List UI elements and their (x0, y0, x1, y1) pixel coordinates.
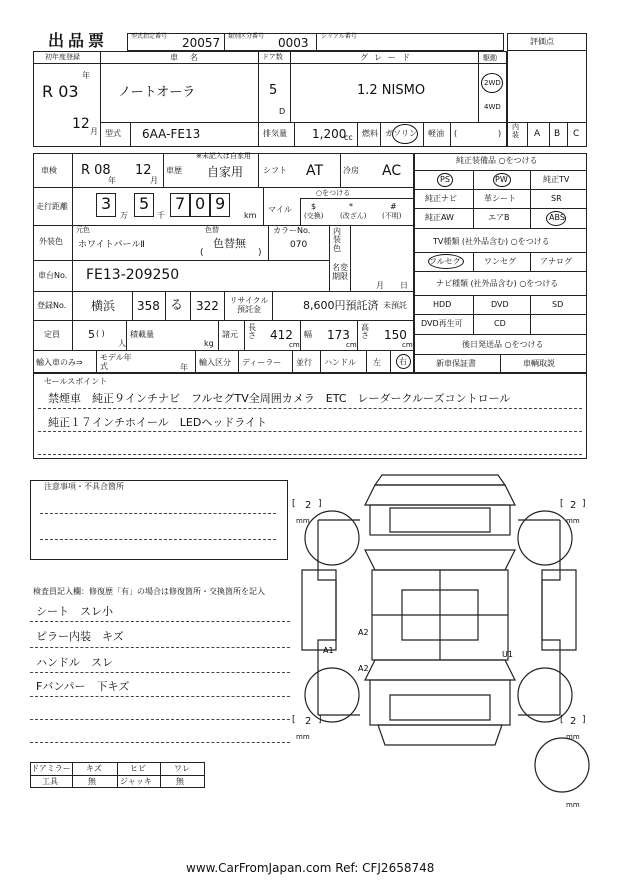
navi-dvd-play: DVD再生可 (421, 319, 463, 328)
mileage-digit-5: 9 (215, 194, 226, 213)
drive-2wd: 2WD (484, 79, 501, 87)
displacement-value: 1,200 (312, 127, 347, 141)
model-code-label: 型式 (105, 129, 121, 138)
mileage-man-unit: 万 (120, 211, 128, 220)
model-year-unit: 年 (180, 363, 188, 372)
legend-v-4: 無 (176, 777, 184, 786)
import-label: 輸入車のみ⇒ (36, 358, 83, 367)
interior-b: B (554, 129, 561, 139)
mileage-digit-2: 5 (139, 194, 150, 213)
drive-label: 駆動 (483, 54, 497, 62)
mile-label: マイル (268, 205, 292, 214)
model-year-label: モデル年式 (100, 353, 132, 372)
sales-line-2: 純正１７インチホイール LEDヘッドライト (48, 416, 267, 429)
reg-city: 横浜 (91, 299, 116, 313)
navi-sd: SD (552, 300, 564, 309)
inspection-year-unit: 年 (108, 176, 116, 185)
name-change-month: 月 (376, 281, 384, 290)
car-diagram (290, 470, 590, 810)
load-label: 積載量 (130, 330, 154, 339)
mileage-digit-4: 0 (195, 194, 206, 213)
interior-c: C (573, 129, 580, 139)
tire-spare-unit: mm (566, 801, 580, 809)
tire-fl-unit: mm (296, 517, 310, 525)
navi-dvd: DVD (491, 300, 509, 309)
navi-header: ナビ種類 (社外品含む) ○をつける (436, 279, 559, 288)
length-value: 412 (270, 328, 293, 342)
exterior-label: 外装色 (39, 237, 63, 246)
tv-oneseg: ワンセグ (484, 257, 516, 266)
import-parallel: 並行 (296, 358, 312, 367)
inspector-label: 検査員記入欄：修復歴「有」の場合は修復箇所・交換箇所を記入 (33, 587, 265, 596)
name-change-day: 日 (400, 281, 408, 290)
inspection-label: 車検 (41, 166, 57, 175)
front-top (365, 485, 515, 505)
width-value: 173 (327, 328, 350, 342)
mileage-circle-note: ○をつける (316, 189, 351, 197)
wheel-front-left (305, 511, 359, 565)
first-reg-year-unit: 年 (82, 71, 90, 80)
fuel-gas: ガソリン (385, 129, 417, 138)
note-line-2: ピラー内装 キズ (36, 630, 124, 643)
wheel-rear-right (518, 668, 572, 722)
interior-color-label: 内装色 (333, 227, 341, 253)
opt-tamper: (改ざん) (340, 212, 367, 220)
inspection-month: 12 (135, 163, 152, 178)
km-unit: km (244, 211, 257, 220)
opt-tamper-sym: * (349, 202, 353, 211)
model-code: 6AA-FE13 (142, 127, 201, 141)
wheel-spare (535, 738, 589, 792)
cert-label: 型式指定番号 (131, 33, 168, 40)
inspection-year: R 08 (81, 163, 111, 178)
paint-value: 色替無 (213, 237, 246, 250)
opt-unknown-sym: # (390, 202, 397, 211)
cert-value: 20057 (182, 36, 221, 50)
tire-rr-unit: mm (566, 733, 580, 741)
ac-label: 冷房 (343, 166, 359, 175)
opt-exchange-sym: $ (311, 202, 317, 211)
displacement-label: 排気量 (263, 129, 287, 138)
legend-v-3: ジャッキ (120, 777, 152, 786)
equip-oem-aw: 純正AW (425, 213, 454, 222)
model-label: 車名 (170, 53, 210, 62)
tire-rl-unit: mm (296, 733, 310, 741)
shift-value: AT (306, 163, 324, 179)
handle-label: ハンドル (324, 358, 356, 367)
car-type: 自家用 (207, 165, 244, 179)
car-type-note: ※未記入は自家用 (196, 152, 251, 160)
tire-fr-unit: mm (566, 517, 580, 525)
legend-h-3: ヒビ (130, 764, 146, 773)
equip-airbag: エアB (488, 213, 510, 222)
width-label: 幅 (304, 330, 312, 339)
later-header: 後日発送品 ○をつける (462, 340, 544, 349)
shift-label: シフト (263, 166, 287, 175)
grade-label: グレード (360, 53, 416, 62)
chassis-label: 車台No. (38, 271, 68, 280)
opt-exchange: (交換) (304, 212, 324, 220)
equip-abs: ABS (549, 213, 565, 222)
first-reg-month-unit: 月 (90, 127, 98, 136)
orig-color-label: 元色 (76, 226, 90, 234)
legend-v-2: 無 (88, 777, 96, 786)
opt-unknown: (不明) (382, 212, 402, 220)
mark-u1: U1 (502, 650, 513, 659)
note-line-3: ハンドル スレ (36, 656, 113, 669)
sales-line-1: 禁煙車 純正９インチナビ フルセグTV全周囲カメラ ETC レーダークルーズコントロール (48, 392, 511, 405)
mark-a1: A1 (323, 646, 334, 655)
reg-class-no: 358 (137, 299, 160, 313)
tire-fl-value: 2 (305, 500, 312, 511)
handle-right: 右 (399, 357, 407, 366)
notes-box (30, 480, 288, 560)
not-deposited: 未預託 (383, 301, 407, 310)
mileage-digit-3: 7 (175, 194, 186, 213)
mileage-label: 走行距離 (36, 202, 68, 211)
handle-left: 左 (373, 358, 381, 367)
paint-label: 色替 (205, 226, 219, 234)
first-reg-month: 12 (72, 116, 90, 132)
class-value: 0003 (278, 36, 309, 50)
mark-a2-left: A2 (358, 628, 369, 637)
legend-h-4: ワレ (174, 764, 190, 773)
import-dealer: ディーラー (242, 358, 282, 367)
navi-cd: CD (494, 319, 506, 328)
door-count: 5 (269, 83, 278, 98)
equip-ps: PS (440, 175, 450, 184)
later-manual: 車輌取説 (523, 359, 555, 368)
tire-rl-value: 2 (305, 716, 312, 727)
interior-grade-label: 内装 (512, 123, 519, 139)
height-label: 高さ (361, 323, 369, 341)
equip-leather: 革シート (484, 194, 516, 203)
class-label: 類別区分番号 (228, 33, 265, 40)
legend-h-1: ドアミラー (31, 764, 71, 773)
ac-value: AC (382, 163, 402, 179)
capacity-value: 5 (88, 328, 95, 341)
tv-analog: アナログ (540, 257, 572, 266)
grade-value: 1.2 NISMO (357, 83, 426, 98)
oem-header: 純正装備品 ○をつける (456, 156, 538, 165)
first-reg-label: 初年度登録 (45, 53, 80, 61)
fuel-label: 燃料 (362, 129, 378, 138)
doors-label: ドア数 (262, 53, 283, 61)
wheel-front-right (518, 511, 572, 565)
door-type: D (279, 107, 286, 116)
equip-oem-navi: 純正ナビ (425, 194, 457, 203)
import-category-label: 輸入区分 (199, 358, 231, 367)
footer-ref: www.CarFromJapan.com Ref: CFJ2658748 (186, 861, 435, 875)
chassis-no: FE13-209250 (86, 267, 180, 283)
mileage-digit-1: 3 (101, 194, 112, 213)
capacity-label: 定員 (44, 330, 60, 339)
wheel-rear-left (305, 668, 359, 722)
person-unit: 人 (118, 339, 126, 348)
score-label: 評価点 (530, 37, 554, 46)
note-line-4: Fバンパー 下キズ (36, 680, 130, 693)
name-change-label: 名変期限 (332, 263, 348, 281)
note-line-1: シート スレ小 (36, 605, 113, 618)
car-type-label: 車歴 (166, 166, 182, 175)
recycle-amount: 8,600円預託済 (303, 299, 379, 312)
color-no: 070 (290, 240, 308, 250)
inspection-month-unit: 月 (150, 176, 158, 185)
color-no-label: カラーNo. (273, 226, 311, 235)
cc-unit: cc (344, 133, 353, 142)
car-name: ノートオーラ (118, 85, 196, 100)
interior-a: A (534, 129, 541, 139)
registration-label: 登録No. (37, 301, 67, 310)
equip-pw: PW (495, 175, 508, 184)
kg-unit: kg (204, 339, 214, 348)
sheet-title: 出品票 (48, 31, 109, 50)
height-value: 150 (384, 328, 407, 342)
tire-rr-value: 2 (570, 716, 577, 727)
equip-oem-tv: 純正TV (543, 175, 570, 184)
equip-sr: SR (551, 194, 562, 203)
drive-4wd: 4WD (484, 103, 501, 111)
navi-hdd: HDD (433, 300, 452, 309)
sales-point-label: セールスポイント (44, 377, 108, 386)
tv-header: TV種類 (社外品含む) ○をつける (433, 237, 550, 246)
notes-label: 注意事項・不具合箇所 (44, 482, 124, 491)
orig-color: ホワイトパールⅡ (78, 240, 145, 250)
length-label: 長さ (248, 323, 256, 341)
tv-fullseg: フルセグ (429, 257, 461, 266)
legend-v-1: 工具 (42, 777, 58, 786)
tire-fr-value: 2 (570, 500, 577, 511)
serial-label: シリアル番号 (321, 33, 357, 40)
fuel-diesel: 軽油 (428, 129, 444, 138)
reg-number: 322 (196, 299, 219, 313)
legend-h-2: キズ (86, 764, 102, 773)
later-warranty: 新車保証書 (436, 359, 476, 368)
mileage-sen-unit: 千 (157, 211, 165, 220)
dims-label: 諸元 (222, 330, 238, 339)
mark-a2-lower: A2 (358, 664, 369, 673)
reg-kana: る (170, 298, 184, 313)
first-reg-year: R 03 (42, 82, 79, 101)
recycle-label: リサイクル預託金 (229, 296, 269, 315)
